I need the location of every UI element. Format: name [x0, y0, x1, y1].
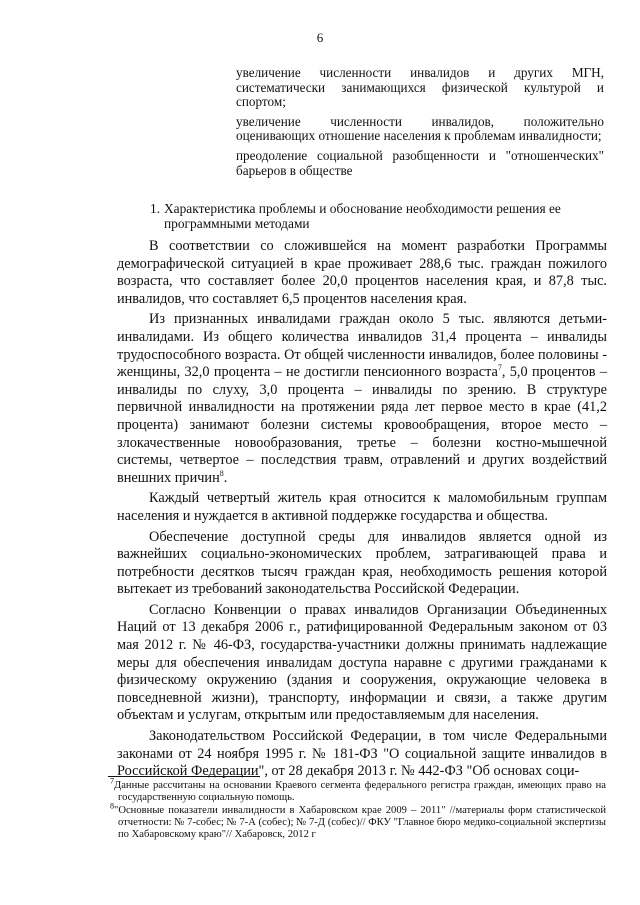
goal-item: увеличение численности инвалидов и других МГН, систематически занимающихся физической культурой и спортом; — [236, 65, 604, 110]
section-title: Характеристика проблемы и обоснование необходимости решения ее программными методами — [164, 201, 561, 231]
footnote-mark: 8 — [110, 801, 114, 811]
footnote — [110, 801, 606, 841]
paragraph — [117, 311, 607, 487]
paragraph: Каждый четвертый житель края относится к маломобильным группам населения и нуждается в активной поддержке государства и общества. — [117, 490, 607, 524]
goal-item: увеличение численности инвалидов, положительно оценивающих отношение населения к проблемам инвалидности; — [236, 113, 604, 144]
paragraph: Законодательством Российской Федерации, в том числе Федеральными законами от 24 ноября 1995 г. № 181-ФЗ "О социальной защите инвалидов в Российской Федерации", от 28 декабря 2013 г. № 442-ФЗ "Об основах соци- — [117, 728, 607, 780]
footnote-text: Данные рассчитаны на основании Краевого сегмента федерального регистра граждан, имеющих право на государственную социальную помощь. — [114, 780, 606, 803]
footnotes — [110, 776, 606, 842]
section-heading — [150, 201, 610, 231]
footnote-text: "Основные показатели инвалидности в Хабаровском крае 2009 – 2011" //материалы форм статистической отчетности: № 7-собес; № 7-А (собес); № 7-Д (собес)// ФКУ "Главное бюро медико-социальной экспертизы по Хабаровскому краю"// Хабаровск, 2012 г — [114, 805, 606, 840]
footnote-separator — [108, 776, 260, 777]
paragraph-text: . — [223, 469, 228, 486]
paragraph-text: , 5,0 процентов – инвалиды по слуху, 3,0 процента – инвалиды по зрению. В структуре первичной инвалидности на протяжении ряда лет первое место в крае (41,2 процента) занимают болезни системы кровообращения, второе место – злокачественные новообразования, третье – болезни костно-мышечной системы, четвертое – последствия травм, отравлений и других воздействий внешних причин — [117, 364, 607, 486]
body-text — [117, 238, 607, 784]
page-number: 6 — [316, 30, 324, 45]
goal-item: преодоление социальной разобщенности и "отношенческих" барьеров в обществе — [236, 147, 604, 178]
footnote — [110, 776, 606, 804]
goals-list — [236, 66, 604, 183]
footnote-mark: 7 — [110, 776, 114, 786]
footnote-ref: 7 — [497, 363, 502, 373]
paragraph: Согласно Конвенции о правах инвалидов Организации Объединенных Наций от 13 декабря 2006 г., ратифицированной Федеральным законом от 03 мая 2012 г. № 46-ФЗ, государства-участники должны принимать надлежащие меры для обеспечения инвалидам доступа наравне с другими гражданами к физическому окружению (здания и сооружения, окружающие человека в повседневной жизни), транспорту, информации и связи, а также другим объектам и услугам, открытым или предоставляемым для населения. — [117, 601, 607, 724]
paragraph-text: Из признанных инвалидами граждан около 5 тыс. являются детьми-инвалидами. Из общего количества инвалидов 31,4 процента – инвалиды трудоспособного возраста. От общей численности инвалидов, более половины - женщины, 32,0 процента – не достигли пенсионного возраста — [117, 311, 607, 381]
paragraph: Обеспечение доступной среды для инвалидов является одной из важнейших социально-экономических проблем, затрагивающей права и потребности десятков тысяч граждан края, необходимость решения которой вытекает из требований законодательства Российской Федерации. — [117, 528, 607, 598]
paragraph: В соответствии со сложившейся на момент разработки Программы демографической ситуацией в крае проживает 288,6 тыс. граждан пожилого возраста, что составляет более 20,0 процентов населения края, и 87,8 тыс. инвалидов, что составляет 6,5 процентов населения края. — [117, 238, 607, 307]
section-number: 1. — [150, 201, 161, 216]
footnote-ref: 8 — [219, 468, 224, 478]
